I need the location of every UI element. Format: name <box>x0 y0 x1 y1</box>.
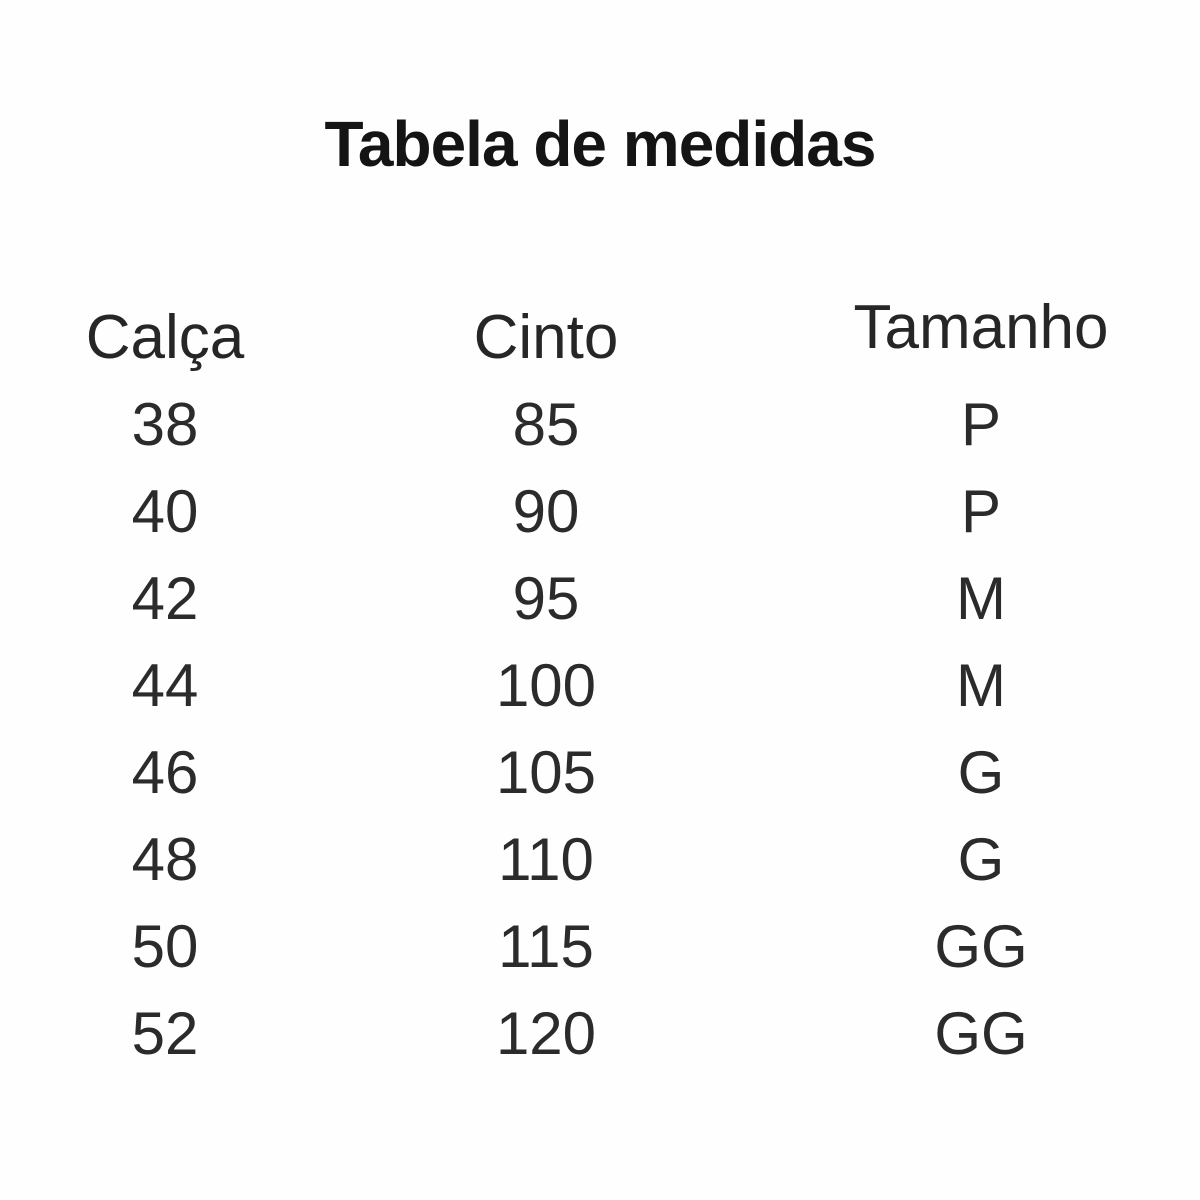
page-title: Tabela de medidas <box>324 108 876 180</box>
cell-calca: 52 <box>131 999 199 1067</box>
cell-tamanho: G <box>957 738 1005 806</box>
column-header-cinto: Cinto <box>473 302 619 372</box>
cell-tamanho: G <box>957 825 1005 893</box>
cell-cinto: 85 <box>512 390 580 458</box>
cell-calca: 48 <box>131 825 199 893</box>
cell-calca: 44 <box>131 651 199 719</box>
cell-tamanho: M <box>956 564 1006 632</box>
cell-cinto: 110 <box>498 825 594 893</box>
cell-tamanho: M <box>956 651 1006 719</box>
cell-calca: 46 <box>131 738 199 806</box>
cell-cinto: 90 <box>512 477 580 545</box>
cell-cinto: 95 <box>512 564 580 632</box>
cell-calca: 50 <box>131 912 199 980</box>
column-header-tamanho: Tamanho <box>853 292 1109 362</box>
cell-tamanho: GG <box>934 999 1028 1067</box>
size-table <box>0 294 1200 1077</box>
cell-tamanho: GG <box>934 912 1028 980</box>
column-header-calca: Calça <box>85 302 245 372</box>
cell-calca: 38 <box>131 390 199 458</box>
cell-calca: 40 <box>131 477 199 545</box>
cell-tamanho: P <box>960 390 1002 458</box>
cell-cinto: 120 <box>495 999 597 1067</box>
cell-tamanho: P <box>960 477 1002 545</box>
cell-cinto: 100 <box>495 651 597 719</box>
cell-cinto: 115 <box>498 912 594 980</box>
cell-cinto: 105 <box>495 738 597 806</box>
cell-calca: 42 <box>131 564 199 632</box>
